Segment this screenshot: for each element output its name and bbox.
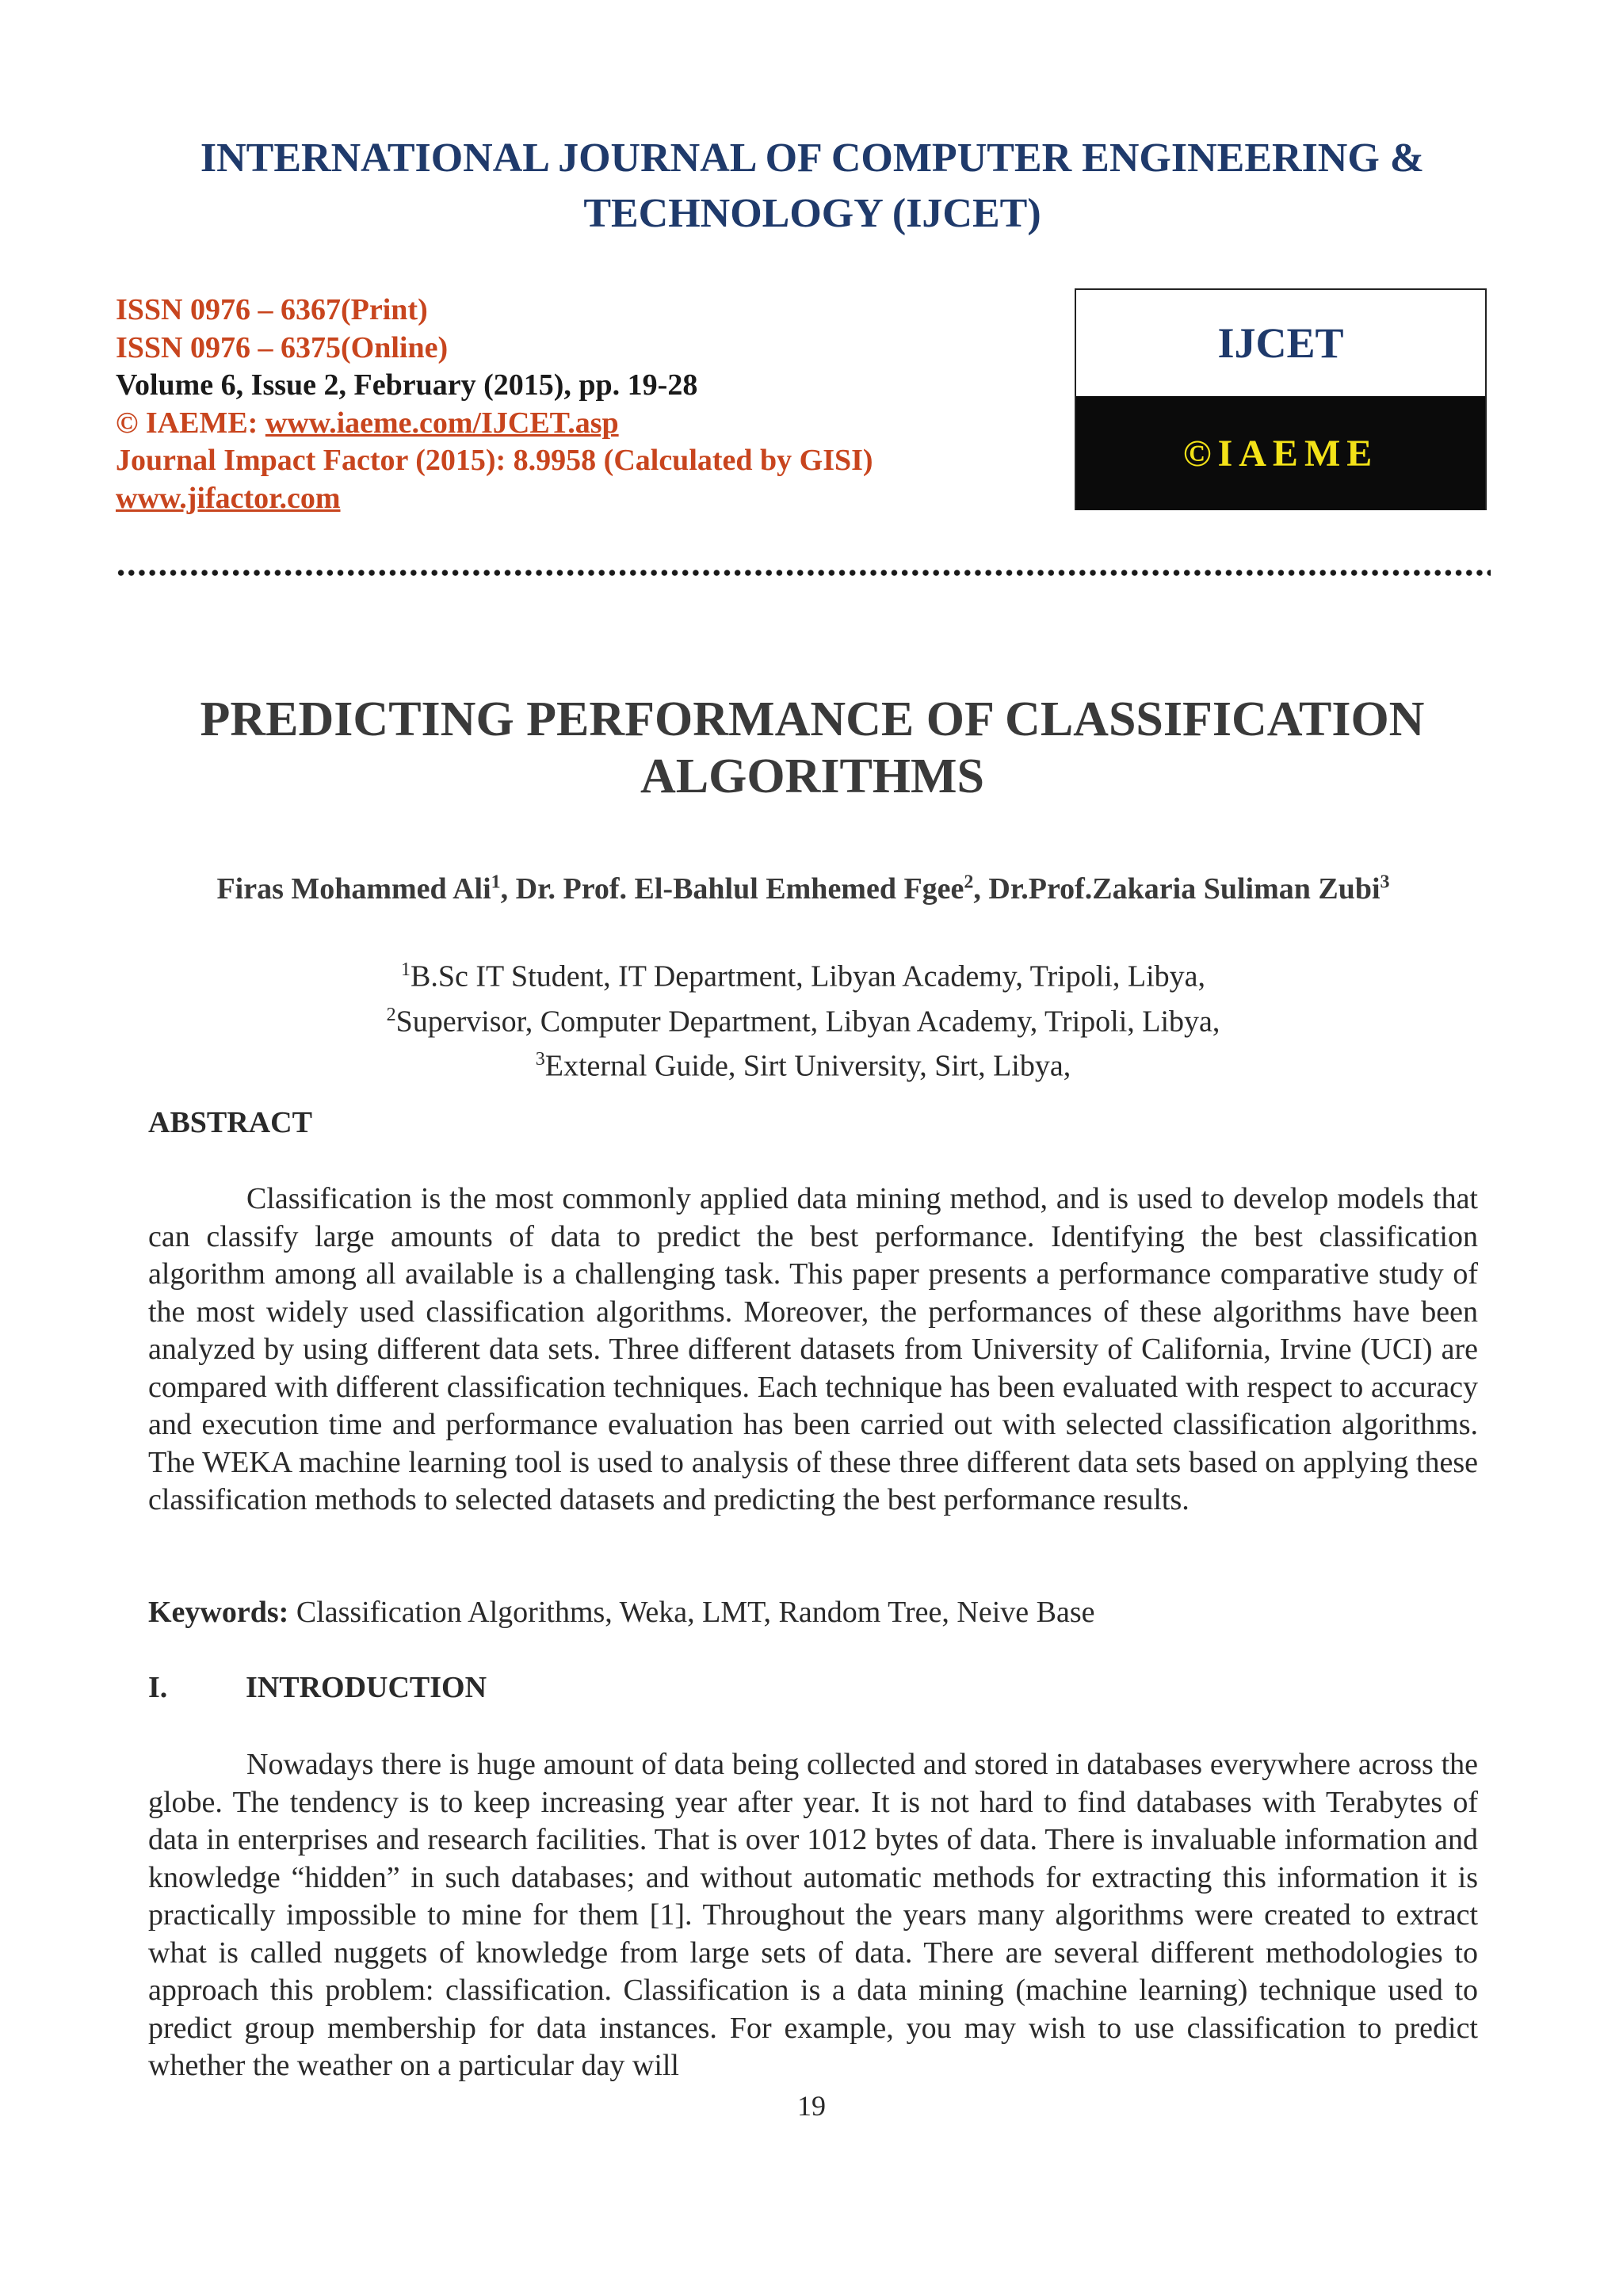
abstract-text: Classification is the most commonly applied data mining method, and is used to develop models that can classify large amounts of data to predict the best performance. Identifying the best classification algorithm among all available is a challenging task. This paper presents a performance comparative study of the most widely used classification algorithms. Moreover, the performances of these algorithms have been analyzed by using different data sets. Three different datasets from University of California, Irvine (UCI) are compared with different classification techniques. Each technique has been evaluated with respect to accuracy and execution time and performance evaluation has been carried out with selected classification algorithms. The WEKA machine learning tool is used to analysis of these three different data sets based on applying these classification methods to selected datasets and predicting the best performance results. [148, 1182, 1478, 1516]
issn-online: ISSN 0976 – 6375(Online) [116, 330, 449, 364]
dotted-divider [116, 567, 1491, 578]
abstract-heading: ABSTRACT [148, 1106, 312, 1139]
affiliations [116, 951, 1491, 1085]
logo-publisher: ©IAEME [1076, 396, 1485, 510]
copyright-prefix: © IAEME: [116, 406, 265, 440]
author-list [116, 871, 1491, 906]
paper-title-line1: PREDICTING PERFORMANCE OF CLASSIFICATION [200, 692, 1425, 746]
author-sup: 1 [491, 871, 501, 893]
author-name: Firas Mohammed Ali [216, 872, 491, 906]
journal-title-line1: INTERNATIONAL JOURNAL OF COMPUTER ENGINEERING & [200, 135, 1425, 181]
copyright-line [116, 405, 873, 443]
introduction-heading [148, 1670, 487, 1705]
author-name: Dr.Prof.Zakaria Suliman Zubi [988, 872, 1381, 906]
affiliation-sup: 3 [535, 1049, 545, 1070]
author-separator: , [973, 872, 989, 906]
impact-factor: Journal Impact Factor (2015): 8.9958 (Calculated by GISI) [116, 444, 873, 477]
iaeme-link[interactable]: www.iaeme.com/IJCET.asp [265, 406, 619, 440]
keywords-label: Keywords: [148, 1596, 289, 1629]
section-number: I. [148, 1671, 168, 1704]
keywords [148, 1595, 1478, 1630]
keywords-text: Classification Algorithms, Weka, LMT, Random Tree, Neive Base [288, 1596, 1095, 1629]
ijcet-logo [1075, 288, 1487, 510]
affiliation-text: B.Sc IT Student, IT Department, Libyan Academy, Tripoli, Libya, [410, 959, 1205, 994]
affiliation-sup: 2 [386, 1004, 396, 1025]
author-separator: , [500, 872, 516, 906]
author-sup: 3 [1380, 871, 1390, 893]
affiliation-line [116, 996, 1491, 1041]
journal-meta [116, 292, 873, 517]
page-number: 19 [797, 2090, 826, 2122]
affiliation-text: External Guide, Sirt University, Sirt, Libya, [544, 1049, 1071, 1083]
jifactor-link[interactable]: www.jifactor.com [116, 481, 341, 515]
affiliation-line [116, 1040, 1491, 1085]
affiliation-sup: 1 [400, 959, 411, 980]
section-title: INTRODUCTION [246, 1671, 487, 1704]
volume-info: Volume 6, Issue 2, February (2015), pp. 19-28 [116, 368, 698, 402]
issn-print: ISSN 0976 – 6367(Print) [116, 293, 428, 326]
journal-title [111, 131, 1514, 242]
paper-title-line2: ALGORITHMS [640, 749, 985, 803]
author-name: Dr. Prof. El-Bahlul Emhemed Fgee [515, 872, 964, 906]
journal-title-line2: TECHNOLOGY (IJCET) [583, 191, 1041, 236]
logo-title: IJCET [1217, 319, 1344, 367]
affiliation-text: Supervisor, Computer Department, Libyan Academy, Tripoli, Libya, [395, 1005, 1220, 1039]
affiliation-line [116, 951, 1491, 996]
paper-title [111, 691, 1514, 805]
introduction-text: Nowadays there is huge amount of data being collected and stored in databases everywhere across the globe. The tendency is to keep increasing year after year. It is not hard to find databases with Terabytes of data in enterprises and research facilities. That is over 1012 bytes of data. There is invaluable information and knowledge “hidden” in such databases; and without automatic methods for extracting this information it is practically impossible to mine for them [1]. Throughout the years many algorithms were created to extract what is called nuggets of knowledge from large sets of data. There are several different methodologies to approach this problem: classification. Classification is a data mining (machine learning) technique used to predict group membership for data instances. For example, you may wish to use classification to predict whether the weather on a particular day will [148, 1748, 1478, 2082]
author-sup: 2 [964, 871, 974, 893]
